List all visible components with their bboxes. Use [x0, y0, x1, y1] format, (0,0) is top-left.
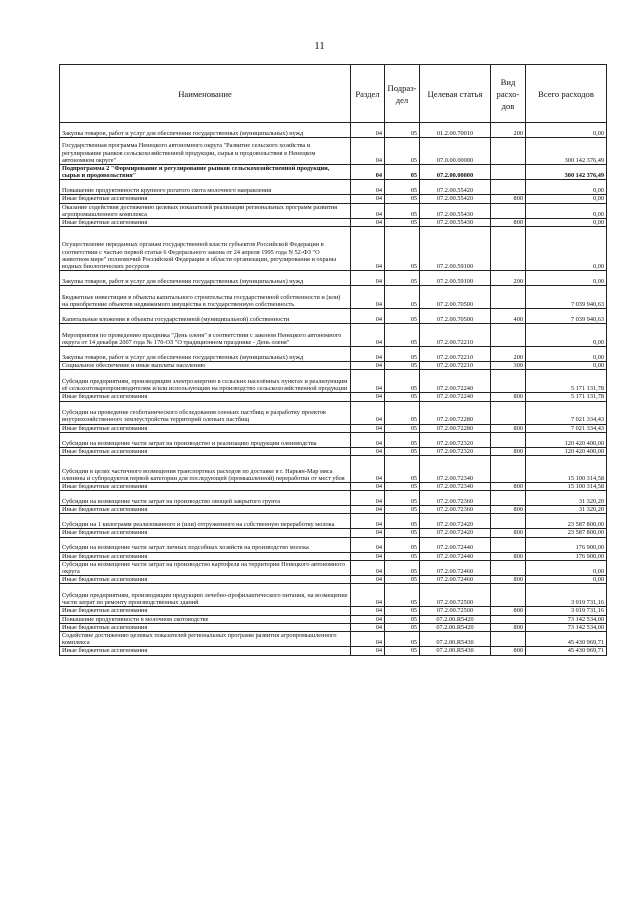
cell-section: 04 — [351, 195, 385, 203]
cell-subsection: 05 — [385, 607, 420, 615]
cell-section: 04 — [351, 584, 385, 607]
cell-expense-type: 800 — [491, 424, 526, 432]
cell-subsection: 05 — [385, 537, 420, 552]
cell-amount: 7 021 334,43 — [526, 401, 607, 424]
cell-expense-type: 800 — [491, 607, 526, 615]
table-row — [60, 615, 607, 623]
cell-section: 04 — [351, 362, 385, 370]
cell-amount: 0,00 — [526, 203, 607, 218]
table-row — [60, 138, 607, 165]
cell-section: 04 — [351, 623, 385, 631]
cell-name: Иные бюджетные ассигнования — [60, 607, 351, 615]
cell-target-article: 07.2.00.72210 — [420, 324, 491, 347]
table-row — [60, 195, 607, 203]
cell-subsection: 05 — [385, 506, 420, 514]
cell-name: Иные бюджетные ассигнования — [60, 447, 351, 455]
cell-section: 04 — [351, 227, 385, 271]
cell-name: Иные бюджетные ассигнования — [60, 424, 351, 432]
table-row — [60, 324, 607, 347]
cell-expense-type — [491, 456, 526, 483]
cell-target-article: 07.2.00.72340 — [420, 483, 491, 491]
cell-name: Иные бюджетные ассигнования — [60, 647, 351, 655]
cell-expense-type — [491, 432, 526, 447]
cell-expense-type: 800 — [491, 647, 526, 655]
cell-expense-type: 800 — [491, 483, 526, 491]
cell-section: 04 — [351, 456, 385, 483]
cell-expense-type: 200 — [491, 271, 526, 286]
cell-subsection: 05 — [385, 632, 420, 647]
cell-expense-type: 800 — [491, 447, 526, 455]
cell-target-article: 07.2.00.72440 — [420, 537, 491, 552]
cell-expense-type: 300 — [491, 362, 526, 370]
cell-amount: 0,00 — [526, 362, 607, 370]
cell-name: Иные бюджетные ассигнования — [60, 393, 351, 401]
cell-target-article: 07.2.00.R5430 — [420, 647, 491, 655]
cell-amount: 5 171 131,78 — [526, 393, 607, 401]
cell-section: 04 — [351, 432, 385, 447]
page-number: 11 — [314, 40, 325, 52]
cell-target-article: 07.2.00.72440 — [420, 552, 491, 560]
cell-name: Социальное обеспечение и иные выплаты населению — [60, 362, 351, 370]
cell-amount: 0,00 — [526, 324, 607, 347]
cell-section: 04 — [351, 165, 385, 180]
cell-amount: 0,00 — [526, 576, 607, 584]
cell-expense-type — [491, 560, 526, 575]
cell-section: 04 — [351, 347, 385, 362]
cell-expense-type — [491, 537, 526, 552]
cell-section: 04 — [351, 138, 385, 165]
cell-amount: 45 430 969,71 — [526, 632, 607, 647]
cell-amount: 23 587 800,00 — [526, 529, 607, 537]
table-row — [60, 309, 607, 324]
cell-section: 04 — [351, 123, 385, 138]
cell-amount: 0,00 — [526, 123, 607, 138]
cell-amount: 176 900,00 — [526, 537, 607, 552]
table-row — [60, 506, 607, 514]
header-expense-type: Вид расхо-дов — [491, 65, 526, 123]
cell-expense-type: 800 — [491, 529, 526, 537]
cell-expense-type — [491, 632, 526, 647]
cell-section: 04 — [351, 370, 385, 393]
table-row — [60, 393, 607, 401]
cell-expense-type — [491, 286, 526, 309]
cell-name: Иные бюджетные ассигнования — [60, 552, 351, 560]
cell-subsection: 05 — [385, 393, 420, 401]
cell-name: Повышение продуктивности в молочном скотоводстве — [60, 615, 351, 623]
cell-subsection: 05 — [385, 514, 420, 529]
cell-expense-type — [491, 615, 526, 623]
cell-target-article: 07.2.00.55420 — [420, 180, 491, 195]
cell-section: 04 — [351, 219, 385, 227]
table-row — [60, 529, 607, 537]
cell-section: 04 — [351, 632, 385, 647]
cell-amount: 3 019 731,16 — [526, 607, 607, 615]
cell-name: Повышение продуктивности крупного рогатого скота молочного направления — [60, 180, 351, 195]
cell-target-article: 07.2.00.72500 — [420, 607, 491, 615]
header-total-expenses: Всего расходов — [526, 65, 607, 123]
cell-section: 04 — [351, 447, 385, 455]
cell-amount: 73 142 534,00 — [526, 623, 607, 631]
cell-subsection: 05 — [385, 401, 420, 424]
cell-subsection: 05 — [385, 309, 420, 324]
table-row — [60, 347, 607, 362]
cell-expense-type: 400 — [491, 309, 526, 324]
cell-subsection: 05 — [385, 584, 420, 607]
cell-section: 04 — [351, 393, 385, 401]
table-row — [60, 552, 607, 560]
cell-target-article: 07.2.00.R5420 — [420, 615, 491, 623]
cell-expense-type: 800 — [491, 393, 526, 401]
cell-amount: 176 900,00 — [526, 552, 607, 560]
cell-name: Оказание содействия достижению целевых показателей реализации региональных программ развития агропромышленного комплекса — [60, 203, 351, 218]
budget-table — [59, 64, 607, 656]
cell-expense-type — [491, 138, 526, 165]
cell-subsection: 05 — [385, 362, 420, 370]
cell-name: Субсидии на возмещение части затрат на производство картофеля на территории Ненецкого автономного округа — [60, 560, 351, 575]
cell-name: Иные бюджетные ассигнования — [60, 219, 351, 227]
cell-section: 04 — [351, 424, 385, 432]
cell-amount: 0,00 — [526, 347, 607, 362]
cell-section: 04 — [351, 514, 385, 529]
cell-amount: 300 142 376,49 — [526, 138, 607, 165]
cell-expense-type: 800 — [491, 576, 526, 584]
cell-amount: 7 021 334,43 — [526, 424, 607, 432]
cell-expense-type — [491, 165, 526, 180]
cell-section: 04 — [351, 537, 385, 552]
cell-subsection: 05 — [385, 491, 420, 506]
cell-subsection: 05 — [385, 576, 420, 584]
cell-target-article: 07.2.00.72240 — [420, 393, 491, 401]
cell-subsection: 05 — [385, 529, 420, 537]
cell-amount: 120 420 400,00 — [526, 432, 607, 447]
cell-amount: 0,00 — [526, 180, 607, 195]
table-row — [60, 165, 607, 180]
cell-subsection: 05 — [385, 165, 420, 180]
table-row — [60, 227, 607, 271]
cell-target-article: 07.2.00.00000 — [420, 165, 491, 180]
cell-section: 04 — [351, 483, 385, 491]
table-row — [60, 424, 607, 432]
cell-subsection: 05 — [385, 483, 420, 491]
cell-target-article: 07.2.00.72360 — [420, 491, 491, 506]
cell-name: Субсидии на проведение геоботанического обследования оленьих пастбищ и разработку проектов внутрихозяйственного землеустройства территорий оленьих пастбищ — [60, 401, 351, 424]
cell-section: 04 — [351, 203, 385, 218]
cell-name: Иные бюджетные ассигнования — [60, 195, 351, 203]
cell-target-article: 07.2.00.72320 — [420, 447, 491, 455]
cell-amount: 7 039 940,63 — [526, 286, 607, 309]
table-body — [60, 123, 607, 656]
cell-subsection: 05 — [385, 219, 420, 227]
cell-target-article: 07.2.00.72460 — [420, 576, 491, 584]
cell-subsection: 05 — [385, 138, 420, 165]
cell-amount: 73 142 534,00 — [526, 615, 607, 623]
cell-target-article: 07.2.00.72210 — [420, 362, 491, 370]
cell-subsection: 05 — [385, 456, 420, 483]
cell-name: Закупка товаров, работ и услуг для обеспечения государственных (муниципальных) нужд — [60, 271, 351, 286]
cell-target-article: 07.2.00.R5420 — [420, 623, 491, 631]
cell-expense-type — [491, 227, 526, 271]
cell-subsection: 05 — [385, 623, 420, 631]
cell-name: Подпрограмма 2 "Формирование и регулирование рынков сельскохозяйственной продукции, сырья и продовольствия" — [60, 165, 351, 180]
table-row — [60, 286, 607, 309]
cell-section: 04 — [351, 560, 385, 575]
cell-name: Иные бюджетные ассигнования — [60, 506, 351, 514]
cell-target-article: 07.2.00.R5430 — [420, 632, 491, 647]
cell-expense-type: 800 — [491, 623, 526, 631]
cell-amount: 0,00 — [526, 227, 607, 271]
cell-expense-type: 800 — [491, 552, 526, 560]
table-header-row — [60, 65, 607, 123]
cell-expense-type: 800 — [491, 219, 526, 227]
cell-section: 04 — [351, 529, 385, 537]
table-row — [60, 432, 607, 447]
cell-subsection: 05 — [385, 227, 420, 271]
cell-amount: 5 171 131,78 — [526, 370, 607, 393]
cell-amount: 31 320,20 — [526, 506, 607, 514]
cell-expense-type — [491, 324, 526, 347]
table-row — [60, 370, 607, 393]
cell-target-article: 07.2.00.72500 — [420, 584, 491, 607]
cell-amount: 15 100 314,58 — [526, 456, 607, 483]
cell-target-article: 07.2.00.72240 — [420, 370, 491, 393]
cell-subsection: 05 — [385, 447, 420, 455]
cell-amount: 300 142 376,49 — [526, 165, 607, 180]
cell-name: Бюджетные инвестиции в объекты капитального строительства государственной собственности и (или) на приобретение объектов недвижимого имущества в государственную собственность — [60, 286, 351, 309]
cell-expense-type — [491, 203, 526, 218]
table-row — [60, 491, 607, 506]
cell-subsection: 05 — [385, 203, 420, 218]
table-row — [60, 632, 607, 647]
header-target-article: Целевая статья — [420, 65, 491, 123]
cell-name: Содействие достижению целевых показателей региональных программ развития агропромышленного комплекса — [60, 632, 351, 647]
table-row — [60, 537, 607, 552]
cell-expense-type — [491, 491, 526, 506]
cell-name: Иные бюджетные ассигнования — [60, 623, 351, 631]
cell-name: Субсидии на возмещение части затрат на производство и реализацию продукции оленеводства — [60, 432, 351, 447]
cell-target-article: 07.2.00.72360 — [420, 506, 491, 514]
table-row — [60, 123, 607, 138]
cell-expense-type — [491, 584, 526, 607]
cell-target-article: 07.2.00.59100 — [420, 271, 491, 286]
cell-section: 04 — [351, 309, 385, 324]
cell-target-article: 07.2.00.70500 — [420, 309, 491, 324]
table-row — [60, 647, 607, 655]
cell-name: Иные бюджетные ассигнования — [60, 576, 351, 584]
cell-target-article: 07.2.00.72420 — [420, 514, 491, 529]
cell-expense-type — [491, 370, 526, 393]
cell-name: Субсидии в целях частичного возмещения транспортных расходов по доставке в г. Нарьян-Мар мяса оленины и субпродуктов первой категории для последующей (промышленной) переработки от мест убоя — [60, 456, 351, 483]
cell-target-article: 07.2.00.70500 — [420, 286, 491, 309]
cell-expense-type — [491, 401, 526, 424]
cell-subsection: 05 — [385, 560, 420, 575]
cell-name: Государственная программа Ненецкого автономного округа "Развитие сельского хозяйства и регулирование рынков сельскохозяйственной продукции, сырья и продовольствия в Ненецком автономном округе" — [60, 138, 351, 165]
cell-subsection: 05 — [385, 271, 420, 286]
cell-name: Субсидии на возмещение части затрат личных подсобных хозяйств на производство молока — [60, 537, 351, 552]
cell-target-article: 07.2.00.55430 — [420, 203, 491, 218]
cell-section: 04 — [351, 647, 385, 655]
cell-amount: 3 019 731,16 — [526, 584, 607, 607]
cell-target-article: 07.2.00.72460 — [420, 560, 491, 575]
cell-section: 04 — [351, 180, 385, 195]
cell-section: 04 — [351, 607, 385, 615]
cell-expense-type — [491, 180, 526, 195]
table-row — [60, 483, 607, 491]
cell-section: 04 — [351, 615, 385, 623]
cell-subsection: 05 — [385, 552, 420, 560]
cell-expense-type: 200 — [491, 123, 526, 138]
cell-expense-type — [491, 514, 526, 529]
cell-section: 04 — [351, 271, 385, 286]
header-subsection: Подраз-дел — [385, 65, 420, 123]
cell-target-article: 07.2.00.72420 — [420, 529, 491, 537]
cell-subsection: 05 — [385, 286, 420, 309]
header-section: Раздел — [351, 65, 385, 123]
cell-name: Иные бюджетные ассигнования — [60, 529, 351, 537]
cell-name: Субсидии предприятиям, производящим электроэнергию в сельских населённых пунктах и реализующим её сельхозтоваропроизводителям и/или использующим на производство сельскохозяйственной продукции — [60, 370, 351, 393]
cell-name: Субсидии на 1 килограмм реализованного и (или) отгруженного на собственную переработку молока — [60, 514, 351, 529]
cell-subsection: 05 — [385, 615, 420, 623]
table-row — [60, 607, 607, 615]
cell-name: Субсидии на возмещение части затрат на производство овощей закрытого грунта — [60, 491, 351, 506]
cell-expense-type: 800 — [491, 506, 526, 514]
cell-name: Мероприятия по проведению праздника "День оленя" в соответствии с законом Ненецкого автономного округа от 14 декабря 2007 года № 170-ОЗ "О традиционном празднике - День оленя" — [60, 324, 351, 347]
cell-target-article: 07.2.00.55430 — [420, 219, 491, 227]
cell-amount: 23 587 800,00 — [526, 514, 607, 529]
table-row — [60, 401, 607, 424]
cell-subsection: 05 — [385, 347, 420, 362]
cell-subsection: 05 — [385, 324, 420, 347]
cell-target-article: 07.2.00.72210 — [420, 347, 491, 362]
table-row — [60, 219, 607, 227]
cell-expense-type: 800 — [491, 195, 526, 203]
cell-target-article: 07.2.00.72320 — [420, 432, 491, 447]
cell-name: Иные бюджетные ассигнования — [60, 483, 351, 491]
cell-subsection: 05 — [385, 123, 420, 138]
cell-amount: 15 100 314,58 — [526, 483, 607, 491]
cell-amount: 0,00 — [526, 560, 607, 575]
cell-name: Закупка товаров, работ и услуг для обеспечения государственных (муниципальных) нужд — [60, 347, 351, 362]
header-name: Наименование — [60, 65, 351, 123]
table-row — [60, 623, 607, 631]
cell-section: 04 — [351, 401, 385, 424]
cell-target-article: 07.0.00.00000 — [420, 138, 491, 165]
cell-expense-type: 200 — [491, 347, 526, 362]
cell-subsection: 05 — [385, 370, 420, 393]
cell-subsection: 05 — [385, 195, 420, 203]
cell-amount: 45 430 969,71 — [526, 647, 607, 655]
cell-target-article: 07.2.00.72280 — [420, 401, 491, 424]
cell-section: 04 — [351, 286, 385, 309]
cell-subsection: 05 — [385, 647, 420, 655]
cell-name: Капитальные вложения в объекты государственной (муниципальной) собственности — [60, 309, 351, 324]
cell-amount: 31 320,20 — [526, 491, 607, 506]
cell-name: Закупка товаров, работ и услуг для обеспечения государственных (муниципальных) нужд — [60, 123, 351, 138]
cell-section: 04 — [351, 576, 385, 584]
table-row — [60, 271, 607, 286]
table-row — [60, 456, 607, 483]
table-row — [60, 560, 607, 575]
table-row — [60, 362, 607, 370]
cell-amount: 0,00 — [526, 219, 607, 227]
cell-name: Осуществление переданных органам государственной власти субъектов Российской Федерации в соответствии с частью первой статьи 6 Федерального закона от 24 апреля 1995 года N 52-ФЗ "О животном мире" полномочий Российской Федерации в области организации, регулирования и охраны водных биологических ресурсов — [60, 227, 351, 271]
cell-section: 04 — [351, 491, 385, 506]
cell-target-article: 07.2.00.55420 — [420, 195, 491, 203]
cell-section: 04 — [351, 552, 385, 560]
cell-amount: 120 420 400,00 — [526, 447, 607, 455]
cell-section: 04 — [351, 324, 385, 347]
cell-target-article: 07.2.00.72280 — [420, 424, 491, 432]
table-row — [60, 514, 607, 529]
table-row — [60, 447, 607, 455]
cell-section: 04 — [351, 506, 385, 514]
table-row — [60, 584, 607, 607]
cell-subsection: 05 — [385, 432, 420, 447]
cell-target-article: 01.2.00.70010 — [420, 123, 491, 138]
table-row — [60, 180, 607, 195]
table-row — [60, 576, 607, 584]
cell-name: Субсидии предприятиям, производящим продукцию лечебно-профилактического питания, на возмещение части затрат по ремонту производственных зданий — [60, 584, 351, 607]
cell-amount: 0,00 — [526, 195, 607, 203]
cell-subsection: 05 — [385, 424, 420, 432]
cell-target-article: 07.2.00.72340 — [420, 456, 491, 483]
cell-target-article: 07.2.00.59100 — [420, 227, 491, 271]
cell-amount: 7 039 940,63 — [526, 309, 607, 324]
table-row — [60, 203, 607, 218]
cell-subsection: 05 — [385, 180, 420, 195]
cell-amount: 0,00 — [526, 271, 607, 286]
